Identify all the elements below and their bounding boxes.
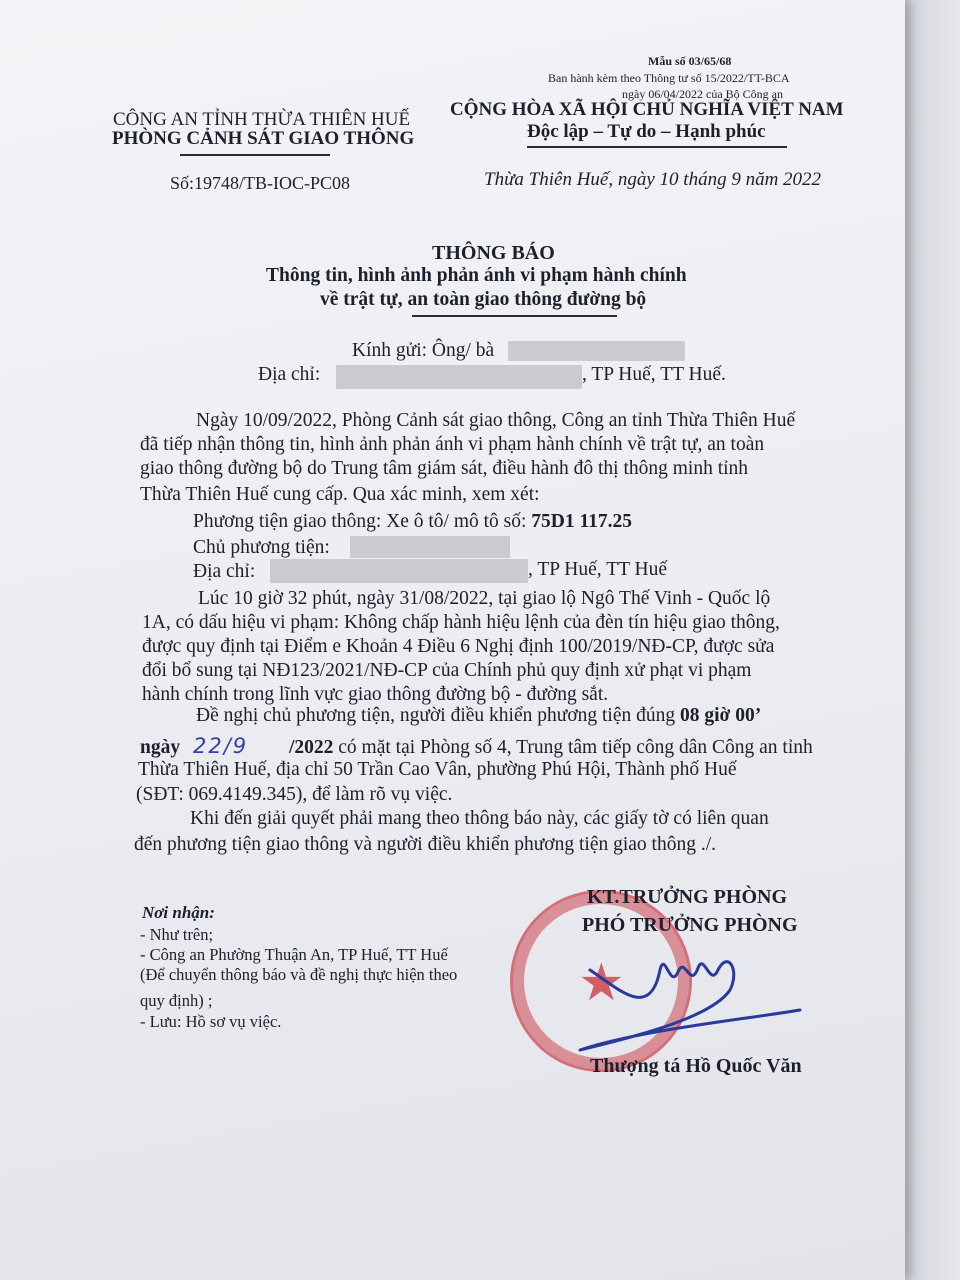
- motto-underline: [527, 146, 787, 148]
- subtitle-underline: [412, 315, 617, 317]
- p3-line2: [140, 734, 813, 759]
- p1-line1: Ngày 10/09/2022, Phòng Cảnh sát giao thông, Công an tỉnh Thừa Thiên Huế: [196, 410, 796, 431]
- recipients-line5: - Lưu: Hồ sơ vụ việc.: [140, 1012, 282, 1031]
- redacted-owner-address: [270, 559, 528, 583]
- recipients-title: Nơi nhận:: [142, 903, 215, 922]
- place-date: Thừa Thiên Huế, ngày 10 tháng 9 năm 2022: [484, 169, 822, 190]
- nation-title: CỘNG HÒA XÃ HỘI CHỦ NGHĨA VIỆT NAM: [450, 99, 844, 120]
- form-issued-line1: Ban hành kèm theo Thông tư số 15/2022/TT-BCA: [548, 71, 790, 85]
- handwritten-signature: [560, 930, 810, 1060]
- agency-name: CÔNG AN TỈNH THỪA THIÊN HUẾ: [113, 109, 411, 130]
- recipients-line2: - Công an Phường Thuận An, TP Huế, TT Huế: [140, 945, 448, 964]
- vehicle-line: [193, 511, 632, 533]
- seal-star-icon: ★: [578, 955, 625, 1012]
- p3-line4: (SĐT: 069.4149.345), để làm rõ vụ việc.: [136, 784, 453, 805]
- document-number: Số:19748/TB-IOC-PC08: [170, 173, 351, 193]
- p4-line1: Khi đến giải quyết phải mang theo thông báo này, các giấy tờ có liên quan: [190, 808, 769, 829]
- signature-role-2: PHÓ TRƯỞNG PHÒNG: [582, 914, 798, 936]
- recipients-line4: quy định) ;: [140, 991, 213, 1010]
- p4-line2: đến phương tiện giao thông và người điều khiển phương tiện giao thông ./.: [134, 834, 717, 855]
- appointment-day-label: ngày: [140, 737, 181, 758]
- appointment-place: có mặt tại Phòng số 4, Trung tâm tiếp công dân Công an tỉnh: [333, 737, 813, 758]
- p1-line2: đã tiếp nhận thông tin, hình ảnh phản ánh vi phạm hành chính về trật tự, an toàn: [140, 434, 765, 455]
- license-plate: 75D1 117.25: [531, 511, 633, 532]
- p1-line3: giao thông đường bộ do Trung tâm giám sát, điều hành đô thị thông minh tỉnh: [140, 458, 749, 479]
- redacted-recipient-address: [336, 365, 582, 389]
- p2-line3: được quy định tại Điểm e Khoản 4 Điều 6 Nghị định 100/2019/NĐ-CP, được sửa: [142, 636, 775, 657]
- recipient-address-tail: , TP Huế, TT Huế.: [582, 364, 726, 385]
- appointment-time: 08 giờ 00’: [680, 705, 762, 726]
- owner-address-label: Địa chỉ:: [193, 561, 256, 582]
- signature-role-1: KT.TRƯỞNG PHÒNG: [587, 886, 787, 908]
- recipients-line3: (Để chuyển thông báo và đề nghị thực hiện theo: [140, 965, 458, 984]
- greeting-label: Kính gửi: Ông/ bà: [352, 340, 495, 361]
- handwritten-date: 22/9: [192, 734, 249, 758]
- owner-label: Chủ phương tiện:: [193, 537, 330, 558]
- p2-line2: 1A, có dấu hiệu vi phạm: Không chấp hành hiệu lệnh của đèn tín hiệu giao thông,: [142, 612, 780, 633]
- p2-line1: Lúc 10 giờ 32 phút, ngày 31/08/2022, tại giao lộ Ngô Thế Vinh - Quốc lộ: [198, 588, 771, 609]
- notice-title: THÔNG BÁO: [432, 242, 555, 264]
- p3-line3: Thừa Thiên Huế, địa chỉ 50 Trần Cao Vân, phường Phú Hội, Thành phố Huế: [138, 759, 737, 780]
- notice-subtitle-line1: Thông tin, hình ảnh phản ánh vi phạm hành chính: [266, 265, 687, 286]
- recipient-address-label: Địa chỉ:: [258, 364, 321, 385]
- notice-subtitle-line2: về trật tự, an toàn giao thông đường bộ: [320, 289, 647, 310]
- p3-line1: [196, 705, 761, 727]
- recipients-line1: - Như trên;: [140, 925, 214, 944]
- form-code: Mẫu số 03/65/68: [648, 54, 732, 68]
- redacted-recipient-name: [508, 341, 685, 361]
- national-motto: Độc lập – Tự do – Hạnh phúc: [527, 121, 766, 142]
- p2-line5: hành chính trong lĩnh vực giao thông đường bộ - đường sắt.: [142, 684, 609, 705]
- redacted-owner-name: [350, 536, 510, 558]
- department-name: PHÒNG CẢNH SÁT GIAO THÔNG: [112, 128, 415, 149]
- form-issued-line2: ngày 06/04/2022 của Bộ Công an: [622, 87, 783, 101]
- department-underline: [180, 154, 330, 156]
- p2-line4: đổi bổ sung tại NĐ123/2021/NĐ-CP của Chính phủ quy định xử phạt vi phạm: [142, 660, 752, 681]
- appointment-year: /2022: [288, 737, 334, 758]
- vehicle-label: Phương tiện giao thông: Xe ô tô/ mô tô số:: [193, 511, 532, 532]
- signer-name: Thượng tá Hồ Quốc Văn: [590, 1055, 802, 1077]
- p1-line4: Thừa Thiên Huế cung cấp. Qua xác minh, xem xét:: [140, 484, 540, 505]
- owner-address-tail: , TP Huế, TT Huế: [528, 559, 668, 580]
- appointment-text: Đề nghị chủ phương tiện, người điều khiển phương tiện đúng: [196, 705, 680, 726]
